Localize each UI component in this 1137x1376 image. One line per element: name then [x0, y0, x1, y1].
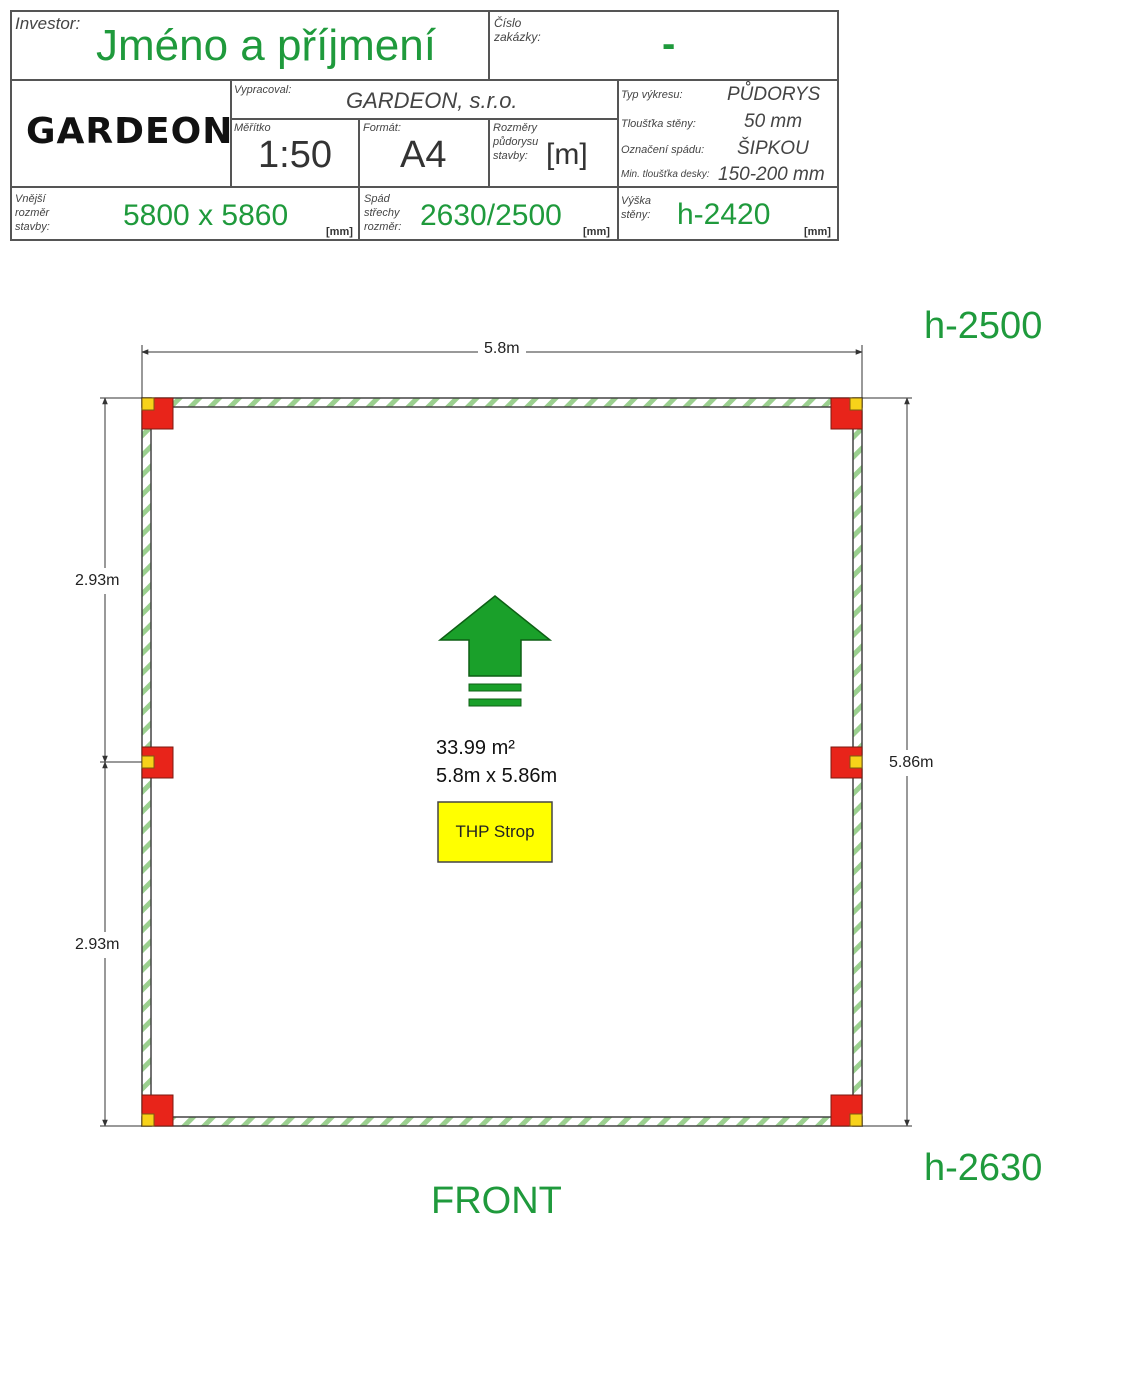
prepared-value: GARDEON, s.r.o. [346, 88, 518, 113]
format-value: A4 [400, 134, 447, 176]
roof-tag-label: THP Strop [455, 822, 535, 841]
walls [142, 398, 862, 1126]
left-dimension-top: 2.93m [75, 572, 120, 589]
left-dimension-bottom: 2.93m [75, 936, 120, 953]
post-mid-right [831, 747, 862, 778]
type-label: Typ výkresu: [621, 89, 683, 101]
investor-label: Investor: [15, 14, 81, 33]
front-label: FRONT [431, 1180, 562, 1222]
roof-value: 2630/2500 [420, 199, 562, 232]
area-label: 33.99 m² [436, 737, 515, 759]
depth-dimension: 5.86m [889, 754, 934, 771]
dims-label: Rozměry půdorysu stavby: [493, 122, 539, 162]
outer-label: Vnější rozměr stavby: [15, 193, 50, 233]
wall-bottom [142, 1117, 862, 1126]
wall-thickness-value: 50 mm [744, 111, 803, 132]
roof-label: Spád střechy rozměr: [364, 193, 402, 233]
post-top-right [831, 398, 862, 429]
slope-marking-value: ŠIPKOU [737, 138, 809, 159]
outer-value: 5800 x 5860 [123, 199, 289, 232]
top-height-label: h-2500 [924, 305, 1043, 347]
roof-unit: [mm] [583, 226, 610, 238]
post-bottom-right [831, 1095, 862, 1126]
scale-label: Měřítko [234, 122, 271, 134]
post-top-left [142, 398, 173, 429]
size-label: 5.8m x 5.86m [436, 765, 558, 787]
investor-value: Jméno a příjmení [96, 21, 436, 70]
order-value: - [662, 22, 676, 66]
prepared-label: Vypracoval: [234, 84, 292, 96]
wall-top [142, 398, 862, 407]
logo-text: GARDEON [26, 111, 234, 152]
wall-height-label: Výška stěny: [621, 195, 651, 221]
post-bottom-left [142, 1095, 173, 1126]
dimension-lines [100, 345, 912, 1126]
post-mid-left [142, 747, 173, 778]
type-value: PŮDORYS [727, 84, 821, 105]
posts [142, 398, 862, 1126]
dims-value: [m] [546, 138, 588, 171]
order-label: Číslo zakázky: [494, 16, 541, 44]
slope-marking-label: Označení spádu: [621, 144, 705, 156]
width-dimension: 5.8m [484, 340, 520, 357]
slab-value: 150-200 mm [718, 164, 825, 185]
wall-height-unit: [mm] [804, 226, 831, 238]
bottom-height-label: h-2630 [924, 1147, 1043, 1189]
format-label: Formát: [363, 122, 401, 134]
wall-height-value: h-2420 [677, 198, 771, 231]
wall-thickness-label: Tloušťka stěny: [621, 118, 696, 130]
slope-arrow-icon [440, 596, 550, 706]
slab-label: Min. tloušťka desky: [621, 169, 710, 180]
outer-unit: [mm] [326, 226, 353, 238]
scale-value: 1:50 [258, 134, 332, 176]
